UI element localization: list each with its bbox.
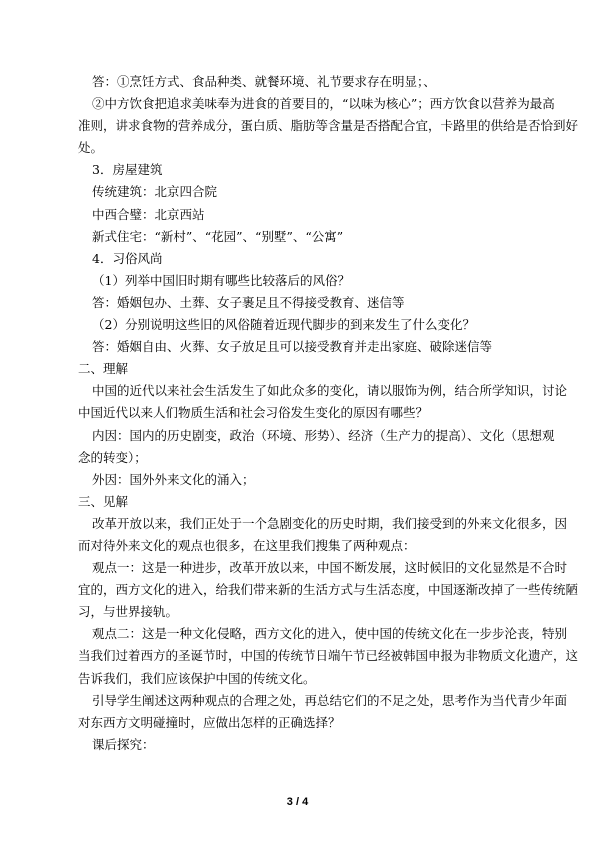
text-line: 观点一：这是一种进步，改革开放以来，中国不断发展，这时候旧的文化显然是不合时 [92,560,568,576]
body-text [78,71,579,756]
text-line: 答：①烹饪方式、食品种类、就餐环境、礼节要求存在明显；、 [92,74,436,89]
text-line: 课后探究： [92,736,155,752]
answer-line: 答：婚姻包办、土葬、女子裹足且不得接受教育、迷信等 [92,294,405,310]
section-heading: 二、理解 [78,361,129,377]
section-heading: 3．房屋建筑 [92,162,163,178]
text-line: 引导学生阐述这两种观点的合理之处，再总结它们的不足之处，思考作为当代青少年面 [92,692,568,708]
text-line: 内因：国内的历史剧变，政治（环境、形势）、经济（生产力的提高）、文化（思想观 [92,427,555,443]
text-line: 中国近代以来人们物质生活和社会习俗发生变化的原因有哪些？ [78,405,429,421]
text-line: 对东西方文明碰撞时，应做出怎样的正确选择？ [78,714,341,730]
text-line: 改革开放以来，我们正处于一个急剧变化的历史时期，我们接受到的外来文化很多，因 [92,515,568,531]
text-line: 告诉我们，我们应该保护中国的传统文化。 [78,670,316,686]
text-line: 念的转变）； [78,449,147,465]
text-line: 传统建筑：北京四合院 [92,184,218,200]
answer-line: 答：婚姻自由、火葬、女子放足且可以接受教育并走出家庭、破除迷信等 [92,339,493,355]
text-line: 而对待外来文化的观点也很多，在这里我们搜集了两种观点： [78,537,416,553]
text-line: 当我们过着西方的圣诞节时，中国的传统节日端午节已经被韩国申报为非物质文化遗产，这 [78,648,579,664]
text-line: 习，与世界接轨。 [78,604,179,620]
text-line: 新式住宅：“新村”、“花园”、“别墅”、“公寓” [92,228,344,244]
text-line: 中西合璧：北京西站 [92,206,205,222]
text-line: ②中方饮食把追求美味奉为进食的首要目的，“以味为核心”；西方饮食以营养为最高 [92,96,555,112]
section-heading: 4．习俗风尚 [92,250,163,266]
text-line: 准则，讲求食物的营养成分，蛋白质、脂肪等含量是否搭配合宜，卡路里的供给是否恰到好 [78,118,579,134]
page-number: 3 / 4 [286,796,309,808]
text-line: 中国的近代以来社会生活发生了如此众多的变化，请以服饰为例，结合所学知识，讨论 [92,383,568,399]
text-line: 宜的，西方文化的进入，给我们带来新的生活方式与生活态度，中国逐渐改掉了一些传统陋 [78,582,579,598]
section-heading: 三、见解 [78,493,129,509]
question-line: （2）分别说明这些旧的风俗随着近现代脚步的到来发生了什么变化？ [92,317,475,333]
text-line: 外因：国外外来文化的涌入； [92,471,255,487]
text-line: 处。 [78,140,104,156]
question-line: （1）列举中国旧时期有哪些比较落后的风俗？ [92,272,350,288]
text-line: 观点二：这是一种文化侵略，西方文化的进入，使中国的传统文化在一步步沦丧，特别 [92,626,568,642]
